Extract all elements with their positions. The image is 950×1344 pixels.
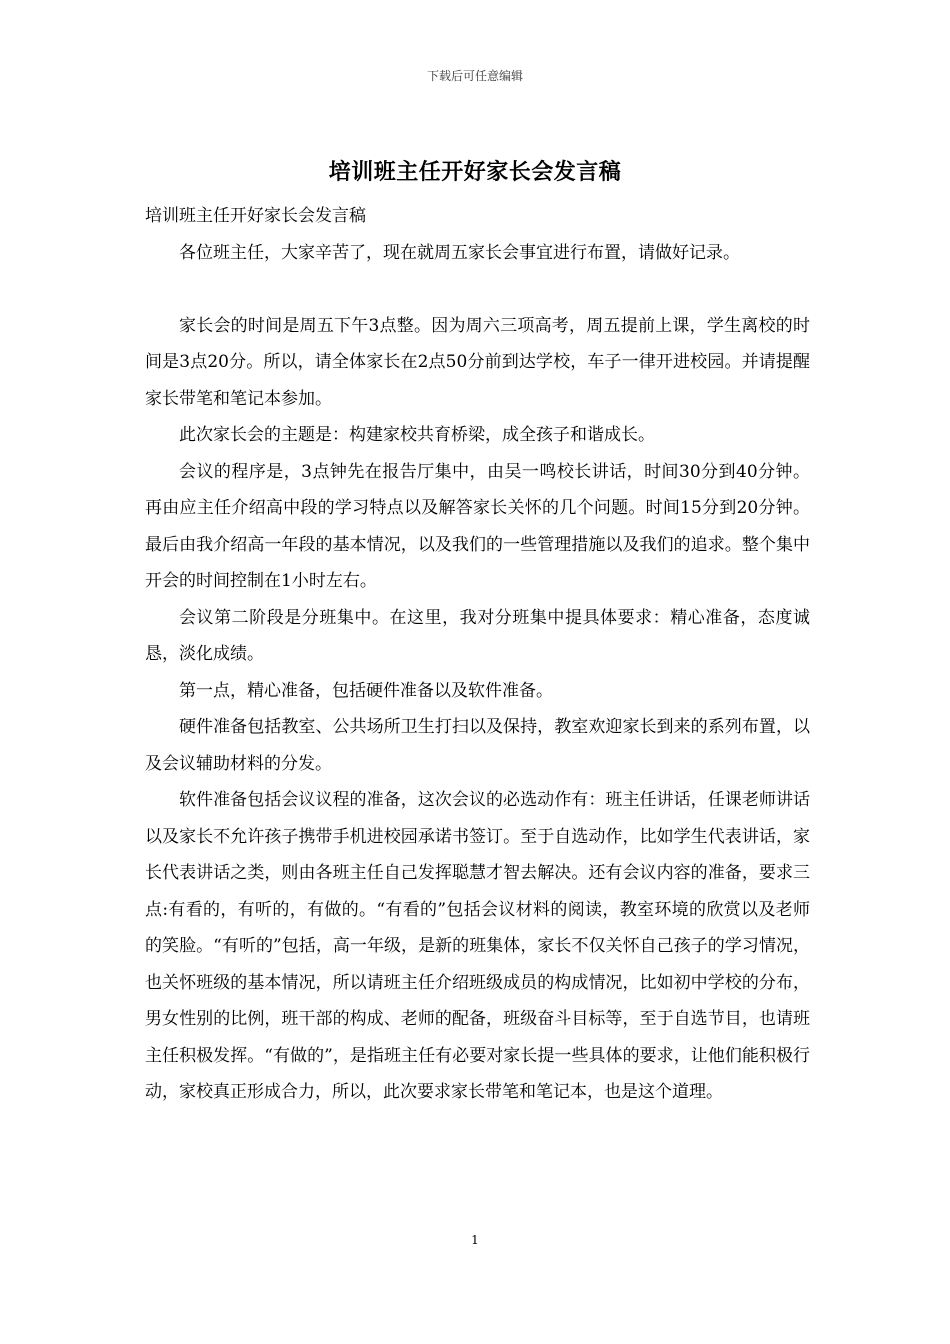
header-note: 下载后可任意编辑 (426, 69, 523, 83)
document-title: 培训班主任开好家长会发言稿 (328, 159, 622, 185)
paragraph-time: 家长会的时间是周五下午3点整。因为周六三项高考，周五提前上课，学生离校的时间是3点20分。所以，请全体家长在2点50分前到达学校，车子一律开进校园。并请提醒家长带笔和笔记本参加。 (145, 315, 810, 409)
page-number: 1 (471, 1233, 479, 1247)
document-body (145, 198, 810, 1111)
paragraph-point-one: 第一点，精心准备，包括硬件准备以及软件准备。 (179, 680, 553, 701)
paragraph-theme: 此次家长会的主题是：构建家校共育桥梁，成全孩子和谐成长。 (179, 425, 655, 445)
paragraph-hardware: 硬件准备包括教室、公共场所卫生打扫以及保持，教室欢迎家长到来的系列布置，以及会议辅助材料的分发。 (145, 717, 810, 774)
subtitle-line: 培训班主任开好家长会发言稿 (145, 206, 366, 226)
paragraph-second-stage: 会议第二阶段是分班集中。在这里，我对分班集中提具体要求：精心准备，态度诚恳，淡化成绩。 (145, 607, 810, 664)
paragraph-procedure: 会议的程序是，3点钟先在报告厅集中，由吴一鸣校长讲话，时间30分到40分钟。再由应主任介绍高中段的学习特点以及解答家长关怀的几个问题。时间15分到20分钟。最后由我介绍高一年段的基本情况，以及我们的一些管理措施以及我们的追求。整个集中开会的时间控制在1小时左右。 (145, 461, 810, 591)
blank-line (145, 271, 810, 308)
paragraph-greeting: 各位班主任，大家辛苦了，现在就周五家长会事宜进行布置，请做好记录。 (179, 242, 740, 263)
paragraph-software: 软件准备包括会议议程的准备，这次会议的必选动作有：班主任讲话，任课老师讲话以及家长不允许孩子携带手机进校园承诺书签订。至于自选动作，比如学生代表讲话，家长代表讲话之类，则由各班主任自己发挥聪慧才智去解决。还有会议内容的准备，要求三点:有看的，有听的，有做的。“有看的”包括会议材料的阅读，教室环境的欣赏以及老师的笑脸。“有听的”包括，高一年级，是新的班集体，家长不仅关怀自己孩子的学习情况，也关怀班级的基本情况，所以请班主任介绍班级成员的构成情况，比如初中学校的分布，男女性别的比例，班干部的构成、老师的配备，班级奋斗目标等，至于自选节目，也请班主任积极发挥。“有做的”，是指班主任有必要对家长提一些具体的要求，让他们能积极行动，家校真正形成合力，所以，此次要求家长带笔和笔记本，也是这个道理。 (145, 790, 810, 1102)
